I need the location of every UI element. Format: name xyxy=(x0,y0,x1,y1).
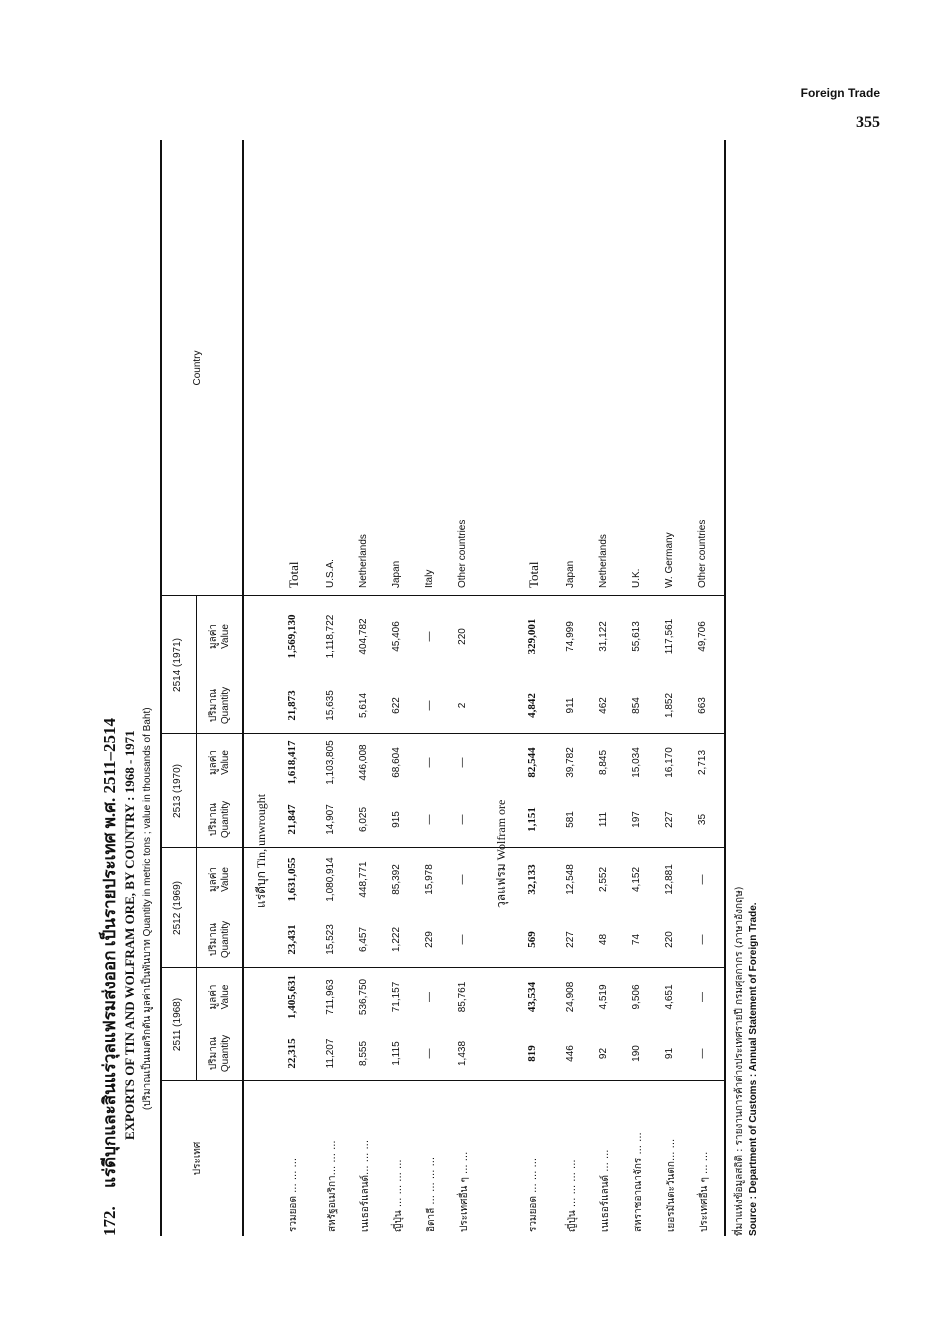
table-cell: 663 xyxy=(697,697,708,714)
table-cell: — xyxy=(457,757,468,768)
table-cell: 569 xyxy=(526,931,538,948)
table-cell: 8,555 xyxy=(358,1040,369,1067)
table-cell: 32,133 xyxy=(526,864,538,895)
table-cell: 1,438 xyxy=(457,1040,468,1067)
table-cell: 11,207 xyxy=(325,1038,336,1069)
country-name-thai: สหราชอาณาจักร ... ... xyxy=(633,1132,644,1232)
table-cell: 446 xyxy=(565,1045,576,1062)
section-name: Foreign Trade xyxy=(800,86,880,100)
table-cell: 1,115 xyxy=(391,1041,402,1066)
table-title-english: EXPORTS OF TIN AND WOLFRAM ORE, BY COUNTRY : 1968 - 1971 xyxy=(122,730,137,1140)
table-cell: 21,847 xyxy=(286,804,298,835)
table-cell: 4,519 xyxy=(598,984,609,1010)
country-name-english: U.K. xyxy=(631,568,642,588)
table-cell: — xyxy=(457,934,468,945)
table-number: 172. xyxy=(100,1206,119,1236)
table-cell: 1,631,055 xyxy=(286,857,298,902)
table-cell: — xyxy=(424,992,435,1002)
table-cell: 1,080,914 xyxy=(325,857,336,902)
table-cell: 1,118,722 xyxy=(325,614,336,659)
country-name-english: Japan xyxy=(391,560,402,588)
value-header: มูลค่า Value xyxy=(208,623,231,650)
table-cell: 24,908 xyxy=(565,981,576,1013)
table-cell: — xyxy=(424,631,435,642)
table-cell: 854 xyxy=(631,697,642,714)
table-cell: 15,635 xyxy=(325,690,336,721)
table-cell: 2 xyxy=(457,702,468,709)
table-cell: 8,845 xyxy=(598,749,609,776)
table-cell: 329,001 xyxy=(526,618,538,655)
table-units-note: (ปริมาณเป็นเมตริกตัน มูลค่าเป็นพันบาท Quantity in metric tons ; value in thousands of Baht) xyxy=(142,707,153,1110)
table-cell: 446,008 xyxy=(358,744,369,781)
country-name-english: W. Germany xyxy=(664,532,675,588)
table-cell: 39,782 xyxy=(565,747,576,778)
table-cell: 4,842 xyxy=(526,693,538,718)
source-english: Source : Department of Customs : Annual Statement of Foreign Trade. xyxy=(748,902,759,1236)
table-cell: 1,569,130 xyxy=(286,614,298,659)
table-cell: 227 xyxy=(664,811,675,828)
table-cell: 4,651 xyxy=(664,984,675,1010)
page-number: 355 xyxy=(856,114,880,131)
table-cell: 16,170 xyxy=(664,747,675,778)
country-name-thai: รวมยอด ... ... ... xyxy=(528,1157,539,1232)
table-cell: 9,506 xyxy=(631,984,642,1010)
table-cell: 6,457 xyxy=(358,926,369,953)
table-cell: 1,405,631 xyxy=(286,975,298,1019)
quantity-header: ปริมาณ Quantity xyxy=(208,800,231,839)
table-cell: 4,152 xyxy=(631,866,642,893)
table-cell: — xyxy=(457,814,468,825)
section-label: วุลแฟรม Wolfram ore xyxy=(494,799,508,908)
table-cell: 91 xyxy=(664,1047,675,1060)
table-cell: 197 xyxy=(631,811,642,828)
value-header: มูลค่า Value xyxy=(208,984,231,1010)
table-cell: 12,881 xyxy=(664,864,675,895)
country-name-english: Netherlands xyxy=(598,534,609,588)
table-cell: — xyxy=(424,814,435,825)
table-cell: 404,782 xyxy=(358,618,369,655)
quantity-header: ปริมาณ Quantity xyxy=(208,920,231,959)
table-cell: 190 xyxy=(631,1045,642,1062)
value-header: มูลค่า Value xyxy=(208,749,231,776)
table-cell: 45,406 xyxy=(391,621,402,652)
country-name-english: Total xyxy=(286,561,301,588)
country-name-english: Netherlands xyxy=(358,534,369,588)
table-cell: 48 xyxy=(598,933,609,946)
quantity-header: ปริมาณ Quantity xyxy=(208,686,231,725)
country-header-thai: ประเทศ xyxy=(192,1141,203,1176)
country-name-english: Other countries xyxy=(457,519,468,588)
country-name-thai: เนเธอร์แลนด์... ... ... xyxy=(360,1139,371,1232)
table-cell: — xyxy=(697,874,708,885)
page-header xyxy=(801,86,880,132)
table-cell: 15,034 xyxy=(631,747,642,778)
table-cell: 1,222 xyxy=(391,926,402,953)
country-name-thai: ประเทศอื่น ๆ ... ... xyxy=(459,1151,470,1232)
table-header-rule xyxy=(242,140,244,1236)
country-name-thai: เนเธอร์แลนด์ ... ... xyxy=(600,1149,611,1232)
table-cell: 14,907 xyxy=(325,804,336,835)
year-header: 2513 (1970) xyxy=(172,764,183,818)
country-name-thai: อิตาลี ... ... ... ... xyxy=(426,1156,437,1232)
table-cell: 220 xyxy=(664,931,675,948)
table-cell: 581 xyxy=(565,811,576,828)
table-cell: 227 xyxy=(565,931,576,948)
year-header: 2514 (1971) xyxy=(172,638,183,692)
table-cell: 15,523 xyxy=(325,924,336,955)
table-cell: — xyxy=(424,700,435,711)
table-title-thai xyxy=(96,140,123,1236)
table-cell: 68,604 xyxy=(391,747,402,778)
table-cell: — xyxy=(424,1048,435,1059)
quantity-header: ปริมาณ Quantity xyxy=(208,1034,231,1073)
title-thai-text: แร่ดีบุกและสินแร่วุลแฟรมส่งออก เป็นรายประเทศ พ.ศ. 2511–2514 xyxy=(100,717,119,1188)
table-cell: — xyxy=(697,934,708,945)
table-top-rule xyxy=(160,140,162,1236)
year-header-rule xyxy=(196,596,197,1081)
table-cell: 12,548 xyxy=(565,864,576,895)
table-cell: 1,618,417 xyxy=(286,740,298,785)
country-name-english: Other countries xyxy=(697,519,708,588)
table-cell: 2,552 xyxy=(598,866,609,893)
country-name-thai: ประเทศอื่น ๆ ... ... xyxy=(699,1151,710,1232)
country-name-english: Italy xyxy=(424,569,435,588)
table-cell: 74,999 xyxy=(565,621,576,652)
table-cell: 6,025 xyxy=(358,806,369,833)
table-cell: 220 xyxy=(457,628,468,645)
table-cell: 74 xyxy=(631,933,642,946)
table-cell: — xyxy=(697,1048,708,1059)
table-cell: 71,157 xyxy=(391,981,402,1013)
table-cell: 35 xyxy=(697,813,708,826)
table-cell: 21,873 xyxy=(286,690,298,721)
table-cell: 462 xyxy=(598,697,609,714)
country-name-thai: เยอรมันตะวันตก... ... xyxy=(666,1138,677,1232)
table-cell: 31,122 xyxy=(598,621,609,652)
country-name-thai: สหรัฐอเมริกา... ... ... xyxy=(327,1140,338,1232)
country-name-thai: รวมยอด ... ... ... xyxy=(288,1157,299,1232)
table-cell: — xyxy=(697,992,708,1002)
year-header: 2511 (1968) xyxy=(172,997,183,1052)
table-cell: 92 xyxy=(598,1047,609,1060)
country-name-english: U.S.A. xyxy=(325,559,336,588)
table-cell: 55,613 xyxy=(631,621,642,652)
value-header: มูลค่า Value xyxy=(208,866,231,893)
table-cell: 49,706 xyxy=(697,621,708,652)
country-header-english: Country xyxy=(192,350,203,386)
year-header: 2512 (1969) xyxy=(172,881,183,935)
country-name-thai: ญี่ปุ่น ... ... ... ... xyxy=(567,1159,578,1232)
table-cell: 85,392 xyxy=(391,864,402,895)
country-name-english: Total xyxy=(526,561,541,588)
table-cell: 622 xyxy=(391,697,402,714)
table-cell: 448,771 xyxy=(358,861,369,898)
table-cell: 1,151 xyxy=(526,807,538,832)
table-cell: 117,561 xyxy=(664,618,675,655)
section-label: แร่ดีบุก Tin, unwrought xyxy=(254,793,268,908)
table-cell: 711,963 xyxy=(325,979,336,1015)
table-cell: 229 xyxy=(424,931,435,948)
table-cell: 911 xyxy=(565,697,576,714)
table-cell: 2,713 xyxy=(697,749,708,776)
table-cell: 536,750 xyxy=(358,978,369,1016)
table-cell: 43,534 xyxy=(526,981,538,1013)
table-cell: 819 xyxy=(526,1045,538,1062)
table-bottom-rule xyxy=(724,140,726,1236)
table-cell: 1,852 xyxy=(664,692,675,719)
table-cell: 23,431 xyxy=(286,924,298,955)
table-cell: 5,614 xyxy=(358,692,369,719)
table-cell: 111 xyxy=(598,811,609,828)
table-cell: 22,315 xyxy=(286,1038,298,1069)
table-cell: 85,761 xyxy=(457,981,468,1013)
table-cell: 915 xyxy=(391,811,402,828)
table-cell: — xyxy=(457,874,468,885)
table-cell: — xyxy=(424,757,435,768)
source-thai: ที่มาแห่งข้อมูลสถิติ : รายงานการค้าต่างประเทศรายปี กรมศุลกากร (ภาษาอังกฤษ) xyxy=(734,886,745,1236)
table-cell: 15,978 xyxy=(424,864,435,895)
country-name-english: Japan xyxy=(565,560,576,588)
country-name-thai: ญี่ปุ่น ... ... ... ... xyxy=(393,1159,404,1232)
rotated-table-page xyxy=(96,140,766,1236)
table-cell: 82,544 xyxy=(526,747,538,778)
table-cell: 1,103,805 xyxy=(325,740,336,785)
